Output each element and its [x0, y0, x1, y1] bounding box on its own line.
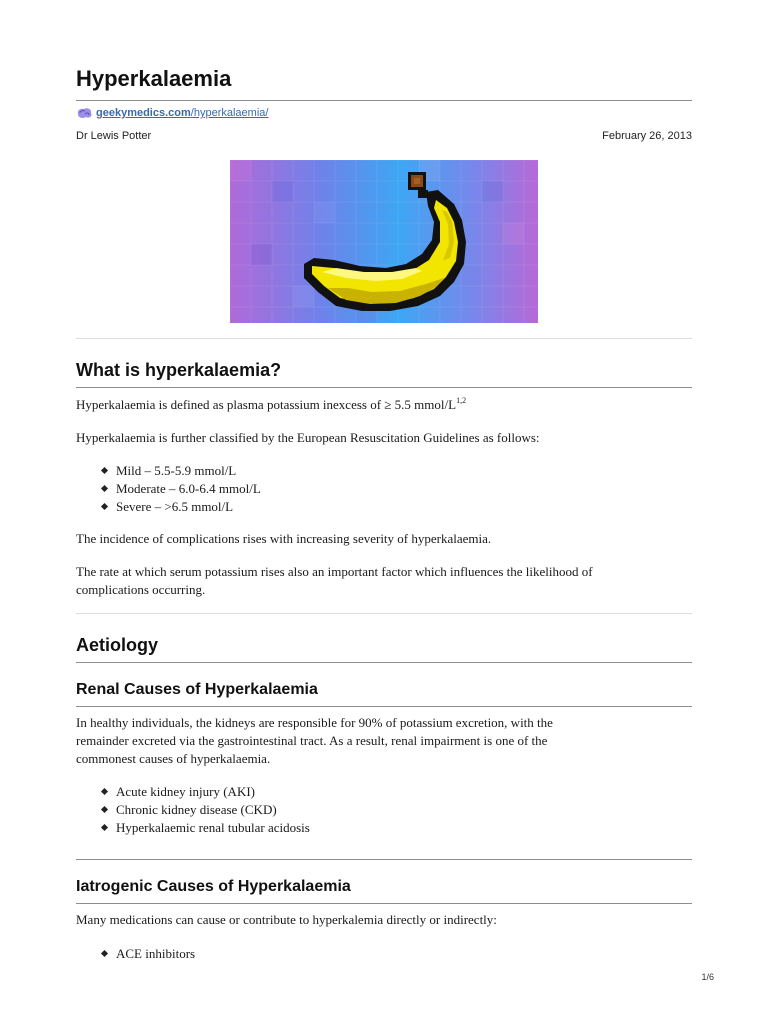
renal-line-2: remainder excreted via the gastrointestinal tract. As a result, renal impairment is one of the	[76, 733, 548, 748]
banana-pixel-art-image	[230, 160, 538, 323]
section-heading-what: What is hyperkalaemia?	[76, 360, 282, 380]
subheading-underline	[76, 903, 692, 904]
renal-line-3: commonest causes of hyperkalaemia.	[76, 751, 271, 766]
subheading-underline	[76, 706, 692, 707]
iatrogenic-intro: Many medications can cause or contribute to hyperkalemia directly or indirectly:	[76, 912, 497, 927]
list-item: Chronic kidney disease (CKD)	[76, 801, 310, 819]
section-divider	[76, 859, 692, 860]
subheading-iatrogenic: Iatrogenic Causes of Hyperkalaemia	[76, 878, 351, 895]
section-heading-aetiology: Aetiology	[76, 635, 159, 655]
rate-paragraph	[76, 563, 692, 599]
source-domain-link[interactable]: geekymedics.com	[96, 107, 191, 119]
list-item: Moderate – 6.0-6.4 mmol/L	[76, 480, 261, 498]
definition-paragraph	[76, 396, 692, 414]
rate-line-2: complications occurring.	[76, 582, 206, 597]
subheading-renal: Renal Causes of Hyperkalaemia	[76, 681, 318, 698]
source-path-link[interactable]: /hyperkalaemia/	[190, 107, 269, 119]
reference-superscript[interactable]: 1,2	[456, 396, 467, 405]
heading-underline	[76, 662, 692, 663]
geekymedics-logo-icon	[76, 107, 93, 119]
section-divider	[76, 338, 692, 339]
list-item: Mild – 5.5-5.9 mmol/L	[76, 462, 261, 480]
classification-list	[76, 462, 261, 516]
renal-paragraph	[76, 714, 692, 768]
page-number: 1/6	[701, 972, 714, 982]
article-title: Hyperkalaemia	[76, 66, 232, 91]
definition-text: Hyperkalaemia is defined as plasma potassium inexcess of ≥ 5.5 mmol/L	[76, 397, 457, 412]
list-item: Severe – >6.5 mmol/L	[76, 498, 261, 516]
source-link[interactable]	[76, 107, 268, 119]
renal-causes-list	[76, 783, 310, 837]
list-item: Hyperkalaemic renal tubular acidosis	[76, 819, 310, 837]
title-divider	[76, 100, 692, 101]
complications-paragraph: The incidence of complications rises with increasing severity of hyperkalaemia.	[76, 531, 492, 546]
classification-intro: Hyperkalaemia is further classified by the European Resuscitation Guidelines as follows:	[76, 430, 540, 445]
heading-underline	[76, 387, 692, 388]
publish-date: February 26, 2013	[602, 130, 692, 142]
section-divider	[76, 613, 692, 614]
list-item: Acute kidney injury (AKI)	[76, 783, 310, 801]
list-item: ACE inhibitors	[76, 945, 195, 963]
renal-line-1: In healthy individuals, the kidneys are responsible for 90% of potassium excretion, with the	[76, 715, 553, 730]
iatrogenic-causes-list	[76, 945, 195, 963]
author-name: Dr Lewis Potter	[76, 130, 152, 142]
rate-line-1: The rate at which serum potassium rises also an important factor which influences the likelihood of	[76, 564, 593, 579]
